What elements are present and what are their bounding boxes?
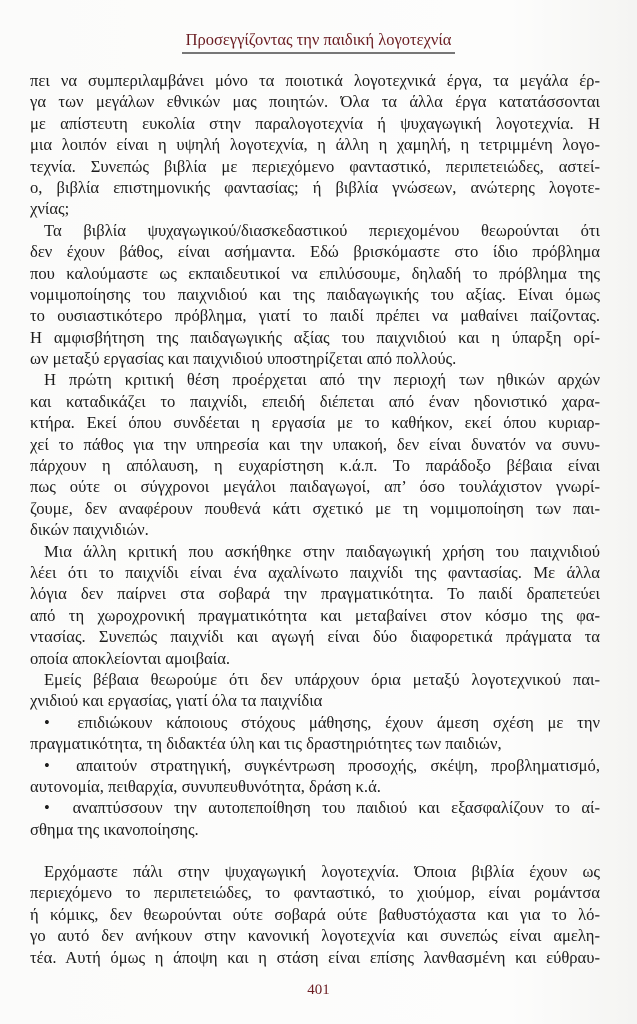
- text-line: [30, 797, 600, 818]
- text-line: ων μεταξύ εργασίας και παιχνιδιού υποστηρίζεται από πολλούς.: [30, 349, 457, 369]
- text-line: με απίστευτη ευκολία στην παραλογοτεχνία ή ψυχαγωγική λογοτεχνία. Η: [30, 113, 600, 133]
- text-line: Η πρώτη κριτική θέση προέρχεται από την περιοχή των ηθικών αρχών: [44, 370, 600, 390]
- text-line: χεί το πάθος για την υπηρεσία και την υπακοή, δεν είναι δυνατόν να συνυ-: [30, 434, 600, 454]
- text-line: Η αμφισβήτηση της παιδαγωγικής αξίας του παιχνιδιού και η ύπαρξη ορί-: [30, 327, 600, 347]
- paragraph: [30, 861, 600, 968]
- text-line: πραγματικότητα, τη διδακτέα ύλη και τις δραστηριότητες των παιδιών,: [30, 734, 502, 754]
- paragraph: [30, 220, 600, 370]
- text-line: γα των μεγάλων εθνικών μας ποιητών. Όλα τα άλλα έργα κατατάσσονται: [30, 92, 600, 112]
- bullet-item: [30, 797, 600, 840]
- text-line: Τα βιβλία ψυχαγωγικού/διασκεδαστικού περιεχομένου θεωρούνται ότι: [44, 220, 600, 240]
- text-line: μια λοιπόν είναι η υψηλή λογοτεχνία, η άλλη η χαμηλή, η τετριμμένη λογο-: [30, 135, 600, 155]
- paragraph: [30, 70, 600, 220]
- text-line: [30, 712, 600, 733]
- text-line: ο, βιβλία επιστημονικής φαντασίας; ή βιβλία γνώσεων, ανώτερης λογοτε-: [30, 177, 600, 197]
- text-line: πάρχουν η απόλαυση, η ευχαρίστηση κ.ά.π. Το παράδοξο βέβαια είναι: [30, 456, 600, 476]
- text-line: πει να συμπεριλαμβάνει μόνο τα ποιοτικά λογοτεχνικά έργα, τα μεγάλα έρ-: [30, 71, 600, 90]
- bullet-text: απαιτούν στρατηγική, συγκέντρωση προσοχής, σκέψη, προβληματισμό,: [76, 755, 600, 775]
- bullet-icon: •: [44, 712, 50, 732]
- text-line: από τη χωροχρονική πραγματικότητα και μεταβαίνει στον κόσμο της φα-: [30, 605, 600, 625]
- text-line: χνίας;: [30, 199, 70, 219]
- text-line: αυτονομία, πειθαρχία, συνυπευθυνότητα, δράση κ.ά.: [30, 776, 381, 796]
- text-line: Εμείς βέβαια θεωρούμε ότι δεν υπάρχουν όρια μεταξύ λογοτεχνικού παι-: [44, 669, 600, 689]
- text-line: περιεχόμενο το περιπετειώδες, το φανταστικό, το χιούμορ, είναι ρομάντσα: [30, 883, 600, 903]
- text-line: και καταδικάζει το παιχνίδι, επειδή διέπεται από έναν ηδονιστικό χαρα-: [30, 391, 600, 411]
- text-line: το ουσιαστικότερο πρόβλημα, γιατί το παιδί πρέπει να μαθαίνει παίζοντας.: [30, 306, 600, 326]
- text-line: κτήρα. Εκεί όπου συνδέεται η εργασία με το καθήκον, εκεί όπου κυριαρ-: [30, 413, 600, 433]
- paragraph-gap: [30, 840, 600, 861]
- text-line: που καλούμαστε ως εκπαιδευτικοί να επιλύσουμε, δηλαδή το πρόβλημα της: [30, 263, 600, 283]
- text-line: τέα. Αυτή όμως η άποψη και η στάση είναι επίσης λανθασμένη και εύθραυ-: [30, 947, 600, 967]
- text-line: ντασίας. Συνεπώς παιχνίδι και αγωγή είναι δύο διαφορετικά πράγματα τα: [30, 627, 600, 647]
- bullet-icon: •: [44, 755, 50, 775]
- bullet-list: [30, 712, 600, 840]
- text-line: ζουμε, δεν αναφέρουν πουθενά κάτι σχετικό με τη νομιμοποίηση των παι-: [30, 498, 600, 518]
- bullet-text: αναπτύσσουν την αυτοπεποίθηση του παιδιού και εξασφαλίζουν το αί-: [72, 798, 601, 818]
- text-line: δικών παιχνιδιών.: [30, 520, 149, 540]
- bullet-icon: •: [44, 798, 50, 818]
- text-line: ή κόμικς, δεν θεωρούνται ούτε σοβαρά ούτε βαθυστόχαστα και για το λό-: [30, 904, 600, 924]
- running-header: [0, 30, 637, 54]
- bullet-text: επιδιώκουν κάποιους στόχους μάθησης, έχουν άμεση σχέση με την: [77, 712, 601, 732]
- paragraph: [30, 369, 600, 540]
- paragraph: [30, 541, 600, 669]
- text-line: τεχνία. Συνεπώς βιβλία με περιεχόμενο φανταστικό, περιπετειώδες, αστεί-: [30, 156, 600, 176]
- paragraph: [30, 669, 600, 712]
- text-line: οποία αποκλείονται αμοιβαία.: [30, 648, 231, 668]
- page-number: 401: [307, 982, 330, 998]
- text-line: λόγια δεν παίρνει στα σοβαρά την πραγματικότητα. Το παιδί δραπετεύει: [30, 584, 600, 604]
- text-line: Μια άλλη κριτική που ασκήθηκε στην παιδαγωγική χρήση του παιχνιδιού: [44, 541, 600, 561]
- text-line: λέει ότι το παιχνίδι είναι ένα αχαλίνωτο παιχνίδι της φαντασίας. Με άλλα: [30, 562, 600, 582]
- text-line: χνιδιού και εργασίας, γιατί όλα τα παιχνίδια: [30, 691, 323, 711]
- text-line: γο αυτό δεν ανήκουν στην κανονική λογοτεχνία και συνεπώς είναι αμελη-: [30, 926, 600, 946]
- text-line: Ερχόμαστε πάλι στην ψυχαγωγική λογοτεχνία. Όποια βιβλία έχουν ως: [44, 862, 600, 882]
- page-body: [30, 70, 600, 968]
- text-line: [30, 755, 600, 776]
- text-line: πως ούτε οι σύγχρονοι μεγάλοι παιδαγωγοί, απ’ όσο τουλάχιστον γνωρί-: [30, 477, 600, 497]
- text-line: σθημα της ικανοποίησης.: [30, 819, 199, 839]
- bullet-item: [30, 755, 600, 798]
- text-line: δεν έχουν βάθος, είναι ασήμαντα. Εδώ βρισκόμαστε στο ίδιο πρόβλημα: [30, 242, 600, 262]
- running-title: Προσεγγίζοντας την παιδική λογοτεχνία: [182, 30, 456, 54]
- text-line: νομιμοποίησης του παιχνιδιού και της παιδαγωγικής του αξίας. Είναι όμως: [30, 284, 600, 304]
- bullet-item: [30, 712, 600, 755]
